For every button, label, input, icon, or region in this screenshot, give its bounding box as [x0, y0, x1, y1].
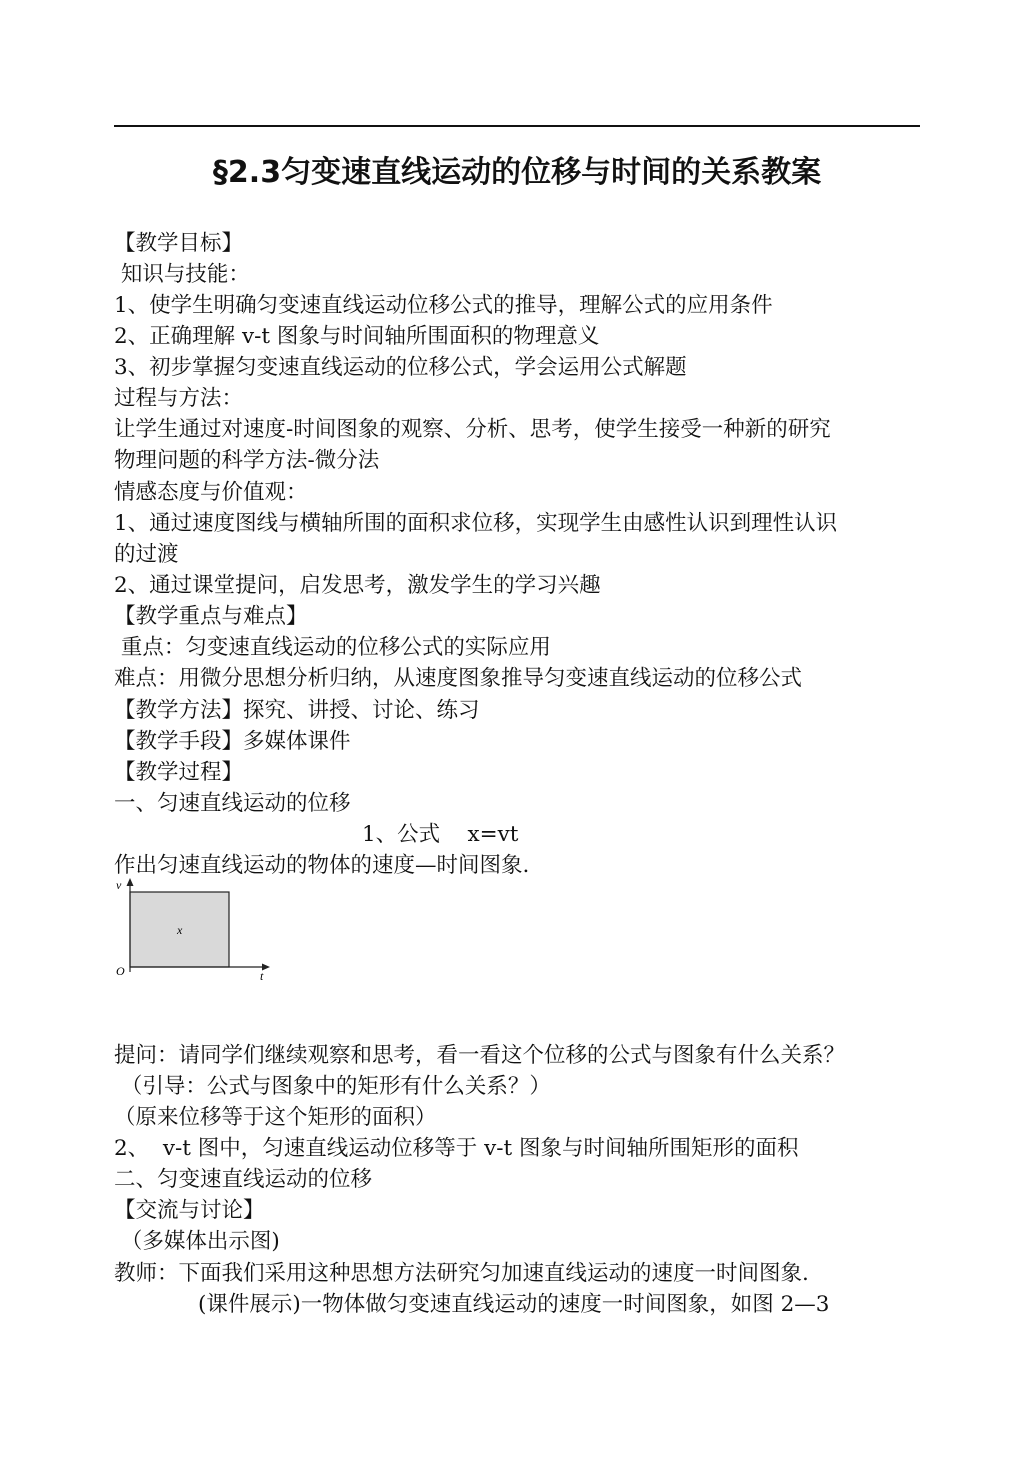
paragraph-process-2: 物理问题的科学方法-微分法 [114, 448, 380, 473]
header-rule [114, 125, 920, 127]
emotion-item-1: 1、通过速度图线与横轴所围的面积求位移，实现学生由感性认识到理性认识 [114, 511, 838, 536]
section-means: 【教学手段】多媒体课件 [114, 729, 351, 754]
emotion-item-1-cont: 的过渡 [114, 542, 179, 567]
graph-instruction: 作出匀速直线运动的物体的速度—时间图象. [114, 853, 530, 878]
v-axis-arrow [127, 878, 134, 886]
courseware-paragraph: (课件展示)一物体做匀变速直线运动的速度一时间图象，如图 2—3 [198, 1292, 830, 1317]
document-title: §2.3匀变速直线运动的位移与时间的关系教案 [212, 155, 822, 190]
section-heading-discussion: 【交流与讨论】 [114, 1198, 265, 1223]
objective-item-3: 3、初步掌握匀变速直线运动的位移公式，学会运用公式解题 [114, 355, 687, 380]
part-two-heading: 二、匀变速直线运动的位移 [114, 1167, 373, 1192]
emotion-item-2: 2、通过课堂提问，启发思考，激发学生的学习兴趣 [114, 573, 601, 598]
velocity-time-graph [110, 876, 280, 986]
formula-line: 1、公式 x=vt [362, 822, 519, 847]
keypoint-difficulty: 难点：用微分思想分析归纳，从速度图象推导匀变速直线运动的位移公式 [114, 666, 803, 691]
keypoint-focus: 重点：匀变速直线运动的位移公式的实际应用 [114, 635, 551, 660]
guide-note: （引导：公式与图象中的矩形有什么关系？） [114, 1074, 551, 1099]
paragraph-process-1: 让学生通过对速度-时间图象的观察、分析、思考，使学生接受一种新的研究 [114, 417, 831, 442]
section-heading-keypoints: 【教学重点与难点】 [114, 604, 308, 629]
question-paragraph: 提问：请同学们继续观察和思考，看一看这个位移的公式与图象有什么关系？ [114, 1043, 846, 1068]
v-axis-label: v [116, 878, 122, 892]
subheading-knowledge: 知识与技能： [114, 262, 250, 287]
conclusion-item-2: 2、 v-t 图中，匀速直线运动位移等于 v-t 图象与时间轴所围矩形的面积 [114, 1136, 799, 1161]
part-one-heading: 一、匀速直线运动的位移 [114, 791, 351, 816]
subheading-process: 过程与方法： [114, 386, 244, 411]
section-heading-objectives: 【教学目标】 [114, 231, 244, 256]
subheading-emotion: 情感态度与价值观： [114, 480, 308, 505]
origin-label: O [116, 964, 125, 978]
section-methods: 【教学方法】探究、讲授、讨论、练习 [114, 698, 480, 723]
objective-item-1: 1、使学生明确匀变速直线运动位移公式的推导，理解公式的应用条件 [114, 293, 773, 318]
section-heading-process: 【教学过程】 [114, 760, 244, 785]
area-label: x [177, 923, 183, 937]
objective-item-2: 2、正确理解 v-t 图象与时间轴所围面积的物理意义 [114, 324, 600, 349]
area-note: （原来位移等于这个矩形的面积） [114, 1105, 437, 1130]
t-axis-label: t [260, 969, 264, 983]
multimedia-note: （多媒体出示图) [114, 1229, 280, 1254]
teacher-paragraph: 教师：下面我们采用这种思想方法研究匀加速直线运动的速度一时间图象. [114, 1261, 809, 1286]
